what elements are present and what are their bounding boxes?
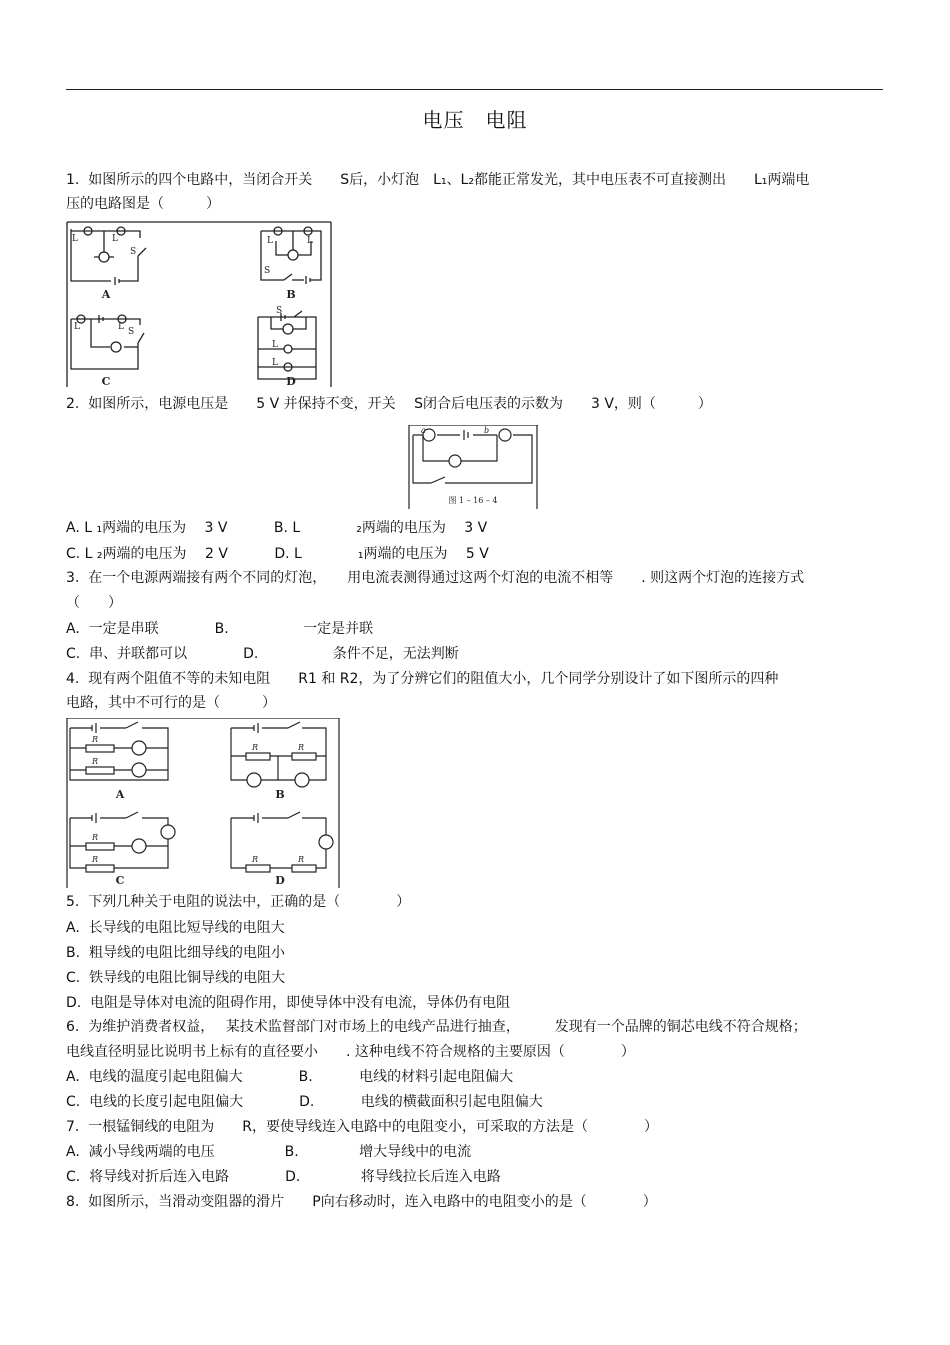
svg-text:R: R: [252, 855, 259, 864]
q5-option-d: D. 电阻是导体对电流的阻碍作用，即使导体中没有电流，导体仍有电阻: [66, 995, 511, 1011]
q6-line1: 6. 为维护消费者权益， 某技术监督部门对市场上的电线产品进行抽查， 发现有一个品牌的铜芯电线不符合规格；: [66, 1019, 807, 1035]
fig4-label-a: A: [115, 788, 125, 801]
q4-line2: 电路，其中不可行的是（ ）: [66, 695, 276, 711]
q1-line2: 压的电路图是（ ）: [66, 196, 220, 212]
svg-text:L: L: [272, 358, 278, 368]
q3-line2: （ ）: [66, 595, 122, 611]
q5-option-c: C. 铁导线的电阻比铜导线的电阻大: [66, 970, 286, 986]
svg-text:R: R: [92, 833, 99, 842]
q2-options-ab: A. L ₁两端的电压为 3 V B. L ₂两端的电压为 3 V: [66, 520, 488, 536]
svg-text:R: R: [92, 735, 99, 744]
q3-line1: 3. 在一个电源两端接有两个不同的灯泡， 用电流表测得通过这两个灯泡的电流不相等 . 则这两个灯泡的连接方式: [66, 570, 805, 586]
q5-stem: 5. 下列几种关于电阻的说法中，正确的是（ ）: [66, 894, 411, 910]
q1-line1: 1. 如图所示的四个电路中，当闭合开关 S后，小灯泡 L₁、L₂都能正常发光，其中电压表不可直接测出 L₁两端电: [66, 172, 810, 188]
svg-text:L: L: [74, 322, 80, 332]
fig4-label-c: C: [115, 874, 125, 887]
svg-text:L: L: [112, 234, 118, 244]
q6-options-ab: A. 电线的温度引起电阻偏大 B. 电线的材料引起电阻偏大: [66, 1069, 514, 1085]
svg-text:R: R: [298, 855, 305, 864]
q5-option-b: B. 粗导线的电阻比细导线的电阻小: [66, 945, 285, 961]
fig1-label-b: B: [286, 288, 296, 301]
q2-circuit-figure: [407, 425, 538, 509]
page-title: 电压 电阻: [422, 108, 528, 132]
q2-options-cd: C. L ₂两端的电压为 2 V D. L ₁两端的电压为 5 V: [66, 546, 489, 562]
q1-circuit-figure: [66, 221, 332, 387]
svg-text:R: R: [252, 743, 259, 752]
svg-text:R: R: [92, 757, 99, 766]
fig4-label-d: D: [275, 874, 285, 887]
svg-text:S: S: [130, 247, 137, 257]
svg-text:S: S: [128, 327, 135, 337]
svg-text:S: S: [276, 306, 283, 316]
q4-circuit-figure: [66, 718, 340, 888]
fig2-point-b: b: [484, 426, 490, 435]
fig1-label-d: D: [286, 375, 296, 387]
fig1-label-c: C: [101, 375, 111, 387]
fig1-label-a: A: [101, 288, 111, 301]
q4-line1: 4. 现有两个阻值不等的未知电阻 R1 和 R2，为了分辨它们的阻值大小，几个同学分别设计了如下图所示的四种: [66, 671, 779, 687]
fig4-label-b: B: [275, 788, 285, 801]
svg-text:L: L: [72, 234, 78, 244]
svg-text:L: L: [267, 236, 273, 246]
q7-options-ab: A. 减小导线两端的电压 B. 增大导线中的电流: [66, 1144, 472, 1160]
q2-stem: 2. 如图所示，电源电压是 5 V 并保持不变，开关 S闭合后电压表的示数为 3 V，则（ ）: [66, 396, 712, 412]
q3-options-ab: A. 一定是串联 B. 一定是并联: [66, 621, 374, 637]
top-rule: [66, 89, 883, 90]
svg-text:L: L: [307, 236, 313, 246]
q7-options-cd: C. 将导线对折后连入电路 D. 将导线拉长后连入电路: [66, 1169, 501, 1185]
q5-option-a: A. 长导线的电阻比短导线的电阻大: [66, 920, 285, 936]
fig2-caption: 图 1 – 16 – 4: [448, 496, 498, 505]
svg-text:R: R: [298, 743, 305, 752]
q6-options-cd: C. 电线的长度引起电阻偏大 D. 电线的横截面积引起电阻偏大: [66, 1094, 543, 1110]
svg-text:L: L: [272, 340, 278, 350]
q7-stem: 7. 一根锰铜线的电阻为 R，要使导线连入电路中的电阻变小，可采取的方法是（ ）: [66, 1119, 658, 1135]
q8-stem: 8. 如图所示，当滑动变阻器的滑片 P向右移动时，连入电路中的电阻变小的是（ ）: [66, 1194, 657, 1210]
svg-text:S: S: [264, 266, 271, 276]
fig2-point-a: a: [421, 426, 426, 435]
svg-text:L: L: [118, 322, 124, 332]
svg-text:R: R: [92, 855, 99, 864]
q6-line2: 电线直径明显比说明书上标有的直径要小 . 这种电线不符合规格的主要原因（ ）: [66, 1044, 635, 1060]
q3-options-cd: C. 串、并联都可以 D. 条件不足，无法判断: [66, 646, 459, 662]
